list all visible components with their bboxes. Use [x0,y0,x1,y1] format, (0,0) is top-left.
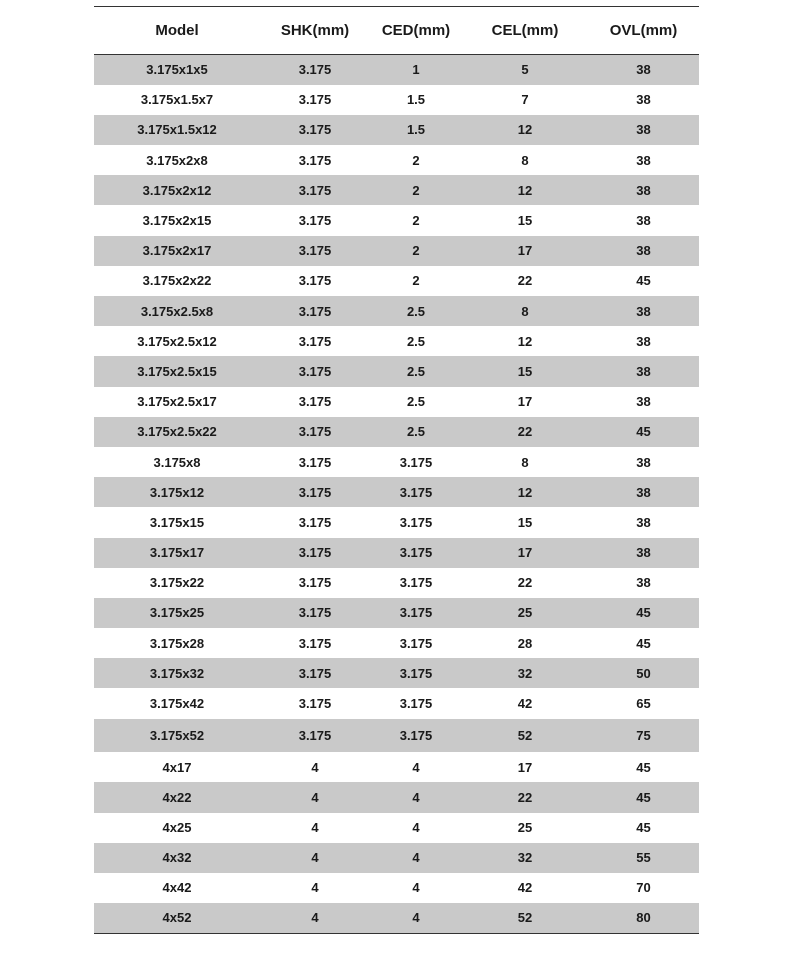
cell-cel: 8 [521,454,529,470]
header-ced: CED(mm) [370,7,462,55]
cell-ced: 2 [412,243,420,259]
cell-shk: 3.175 [298,62,332,78]
cell-ovl: 55 [636,850,651,866]
cell-ovl: 38 [636,454,651,470]
table-row [94,356,699,386]
cell-cel: 22 [517,575,533,591]
cell-ovl: 38 [636,545,651,561]
table-row [94,477,699,507]
cell-ovl: 38 [636,575,651,591]
cell-model: 3.175x2x22 [142,273,212,289]
cell-ced: 3.175 [399,454,433,470]
cell-cel: 15 [517,514,533,530]
cell-model: 3.175x2.5x12 [137,333,217,349]
table-row [94,326,699,356]
cell-shk: 4 [311,820,319,836]
cell-ced: 2 [412,213,420,229]
cell-model: 4x25 [162,820,192,836]
cell-ced: 3.175 [399,605,433,621]
cell-ced: 4 [412,759,420,775]
cell-model: 4x52 [94,903,260,933]
cell-shk: 3.175 [298,213,332,229]
cell-ovl: 45 [636,759,651,775]
cell-shk: 4 [311,880,319,896]
cell-ced: 3.175 [399,727,433,743]
cell-cel: 7 [521,92,529,108]
table-row [94,568,699,598]
cell-cel: 22 [517,273,533,289]
cell-shk: 3.175 [298,92,332,108]
cell-model: 3.175x28 [149,635,205,651]
cell-model: 3.175x2x15 [142,213,212,229]
cell-shk: 4 [311,850,319,866]
cell-ced: 3.175 [399,514,433,530]
cell-cel: 17 [517,759,533,775]
cell-shk: 3.175 [298,363,332,379]
header-ovl: OVL(mm) [588,7,699,55]
cell-ced: 2 [412,152,420,168]
table-body [94,55,699,934]
cell-ced: 4 [412,850,420,866]
cell-cel: 17 [517,243,533,259]
cell-shk: 3.175 [298,545,332,561]
cell-shk: 3.175 [298,182,332,198]
cell-ced: 4 [412,789,420,805]
cell-ovl: 45 [636,424,651,440]
table-row [94,115,699,145]
cell-model: 3.175x2x12 [142,182,212,198]
table-row [94,417,699,447]
cell-ovl: 45 [636,635,651,651]
cell-shk: 3.175 [298,575,332,591]
cell-shk: 3.175 [298,696,332,712]
cell-ovl: 38 [636,92,651,108]
cell-shk: 3.175 [298,333,332,349]
cell-cel: 12 [517,333,533,349]
table-row [94,688,699,718]
cell-ovl: 38 [636,333,651,349]
table-row [94,387,699,417]
cell-cel: 52 [462,903,588,933]
cell-ovl: 38 [636,484,651,500]
cell-ced: 4 [412,880,420,896]
cell-cel: 25 [517,820,533,836]
cell-cel: 22 [517,789,533,805]
table-row [94,658,699,688]
cell-ced: 3.175 [399,665,433,681]
cell-cel: 12 [517,122,533,138]
table-header [94,7,699,55]
cell-ced: 2.5 [406,424,426,440]
table-row [94,447,699,477]
cell-shk: 3.175 [298,605,332,621]
cell-ovl: 38 [636,182,651,198]
cell-cel: 15 [517,363,533,379]
cell-ced: 2.5 [406,333,426,349]
cell-ovl: 80 [588,903,699,933]
cell-shk: 3.175 [298,514,332,530]
cell-model: 4x42 [162,880,192,896]
table-row [94,175,699,205]
cell-model: 3.175x15 [149,514,205,530]
cell-model: 3.175x52 [149,727,205,743]
cell-cel: 5 [521,62,529,78]
table-row [94,719,699,753]
cell-cel: 17 [517,394,533,410]
table-row [94,873,699,903]
cell-shk: 3.175 [298,122,332,138]
cell-model: 3.175x1.5x7 [140,92,214,108]
cell-cel: 42 [517,696,533,712]
table-row [94,782,699,812]
header-row [94,7,699,55]
cell-cel: 12 [517,182,533,198]
cell-ced: 1 [412,62,420,78]
cell-ced: 3.175 [399,484,433,500]
table-row [94,538,699,568]
cell-model: 4x17 [162,759,192,775]
cell-model: 3.175x2x8 [146,152,208,168]
cell-cel: 8 [521,152,529,168]
table-row [94,813,699,843]
cell-ovl: 70 [636,880,651,896]
cell-ovl: 38 [636,122,651,138]
cell-ced: 4 [370,903,462,933]
cell-shk: 3.175 [298,424,332,440]
cell-shk: 3.175 [298,152,332,168]
table-row [94,85,699,115]
table-row [94,55,699,85]
cell-model: 4x32 [162,850,192,866]
cell-ced: 1.5 [406,92,426,108]
cell-shk: 3.175 [298,727,332,743]
cell-model: 3.175x42 [149,696,205,712]
cell-model: 3.175x1x5 [146,62,208,78]
cell-ced: 3.175 [399,545,433,561]
cell-ovl: 38 [636,152,651,168]
cell-model: 3.175x2x17 [142,243,212,259]
cell-model: 3.175x32 [149,665,205,681]
header-cel: CEL(mm) [462,7,588,55]
cell-shk: 3.175 [298,484,332,500]
cell-cel: 32 [517,850,533,866]
cell-model: 3.175x22 [149,575,205,591]
cell-cel: 8 [521,303,529,319]
cell-ovl: 65 [636,696,651,712]
table-row [94,236,699,266]
cell-shk: 3.175 [298,243,332,259]
cell-model: 3.175x12 [149,484,205,500]
cell-cel: 22 [517,424,533,440]
cell-model: 3.175x2.5x22 [137,424,217,440]
cell-cel: 28 [517,635,533,651]
cell-shk: 3.175 [298,394,332,410]
table-row [94,628,699,658]
spec-table [94,6,699,934]
cell-ced: 4 [412,820,420,836]
cell-ced: 2 [412,273,420,289]
cell-ced: 3.175 [399,575,433,591]
cell-model: 3.175x2.5x17 [137,394,217,410]
cell-shk: 4 [260,903,370,933]
cell-shk: 3.175 [298,273,332,289]
cell-shk: 4 [311,789,319,805]
cell-cel: 12 [517,484,533,500]
cell-shk: 3.175 [298,454,332,470]
cell-ovl: 38 [636,243,651,259]
cell-ovl: 75 [636,727,651,743]
cell-shk: 3.175 [298,303,332,319]
cell-cel: 32 [517,665,533,681]
cell-ced: 2 [412,182,420,198]
cell-ovl: 38 [636,394,651,410]
table-row [94,752,699,782]
cell-ovl: 50 [636,665,651,681]
cell-cel: 52 [517,727,533,743]
cell-cel: 42 [517,880,533,896]
cell-cel: 25 [517,605,533,621]
cell-ovl: 45 [636,605,651,621]
cell-ovl: 38 [636,213,651,229]
cell-ced: 2.5 [406,303,426,319]
cell-ced: 3.175 [399,635,433,651]
cell-ovl: 45 [636,820,651,836]
table-row [94,205,699,235]
cell-model: 3.175x2.5x15 [137,363,217,379]
cell-cel: 17 [517,545,533,561]
header-model: Model [94,7,260,55]
cell-model: 3.175x2.5x8 [140,303,214,319]
table-row [94,843,699,873]
cell-cel: 15 [517,213,533,229]
table-row [94,296,699,326]
cell-ovl: 45 [636,789,651,805]
cell-ced: 3.175 [399,696,433,712]
cell-model: 4x22 [162,789,192,805]
table-row [94,266,699,296]
cell-ovl: 38 [636,62,651,78]
cell-shk: 3.175 [298,665,332,681]
cell-ovl: 38 [636,303,651,319]
cell-model: 3.175x17 [149,545,205,561]
cell-ced: 2.5 [406,394,426,410]
cell-ovl: 45 [636,273,651,289]
cell-model: 3.175x8 [153,454,201,470]
cell-model: 3.175x1.5x12 [137,122,217,138]
header-shk: SHK(mm) [260,7,370,55]
cell-shk: 4 [311,759,319,775]
cell-ovl: 38 [636,514,651,530]
table-row [94,598,699,628]
table-row [94,507,699,537]
cell-ced: 1.5 [406,122,426,138]
cell-ovl: 38 [636,363,651,379]
cell-shk: 3.175 [298,635,332,651]
cell-model: 3.175x25 [149,605,205,621]
table-row [94,145,699,175]
table-row [94,903,699,933]
cell-ced: 2.5 [406,363,426,379]
